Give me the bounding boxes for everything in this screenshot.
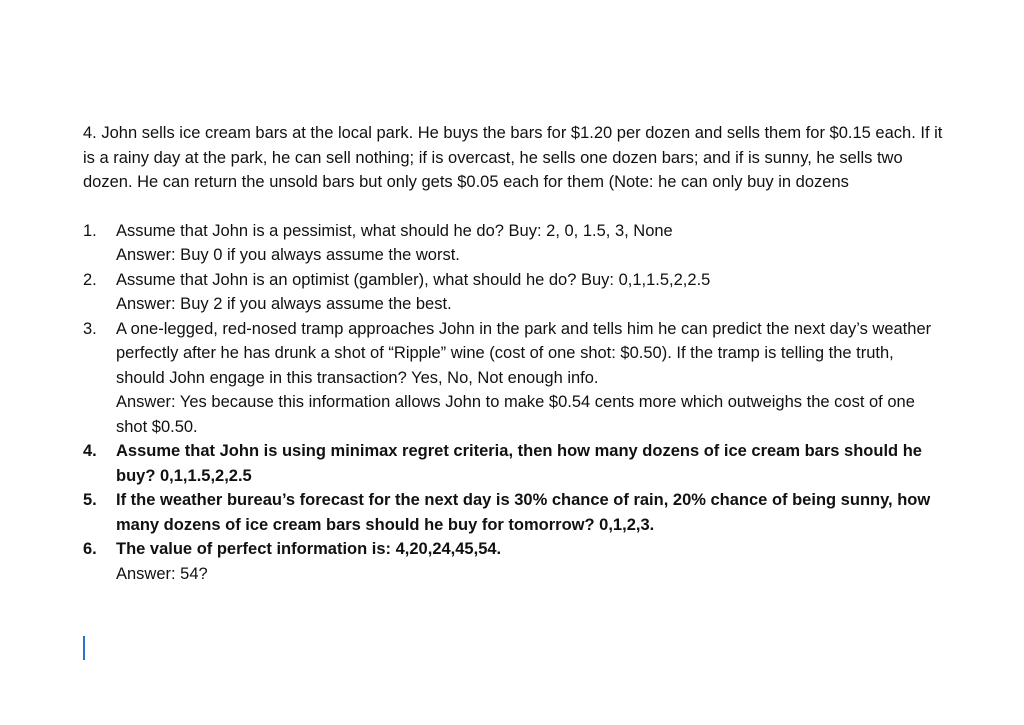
answer-text: Answer: Yes because this information allows John to make $0.54 cents more which outweighs the cost of one shot $0.50. bbox=[116, 393, 915, 436]
question-text: Assume that John is using minimax regret criteria, then how many dozens of ice cream bars should he buy? 0,1,1.5,2,2.5 bbox=[116, 442, 922, 485]
question-3 bbox=[83, 317, 943, 440]
question-5 bbox=[83, 488, 943, 537]
question-number: 5. bbox=[83, 491, 97, 509]
question-1 bbox=[83, 219, 943, 268]
answer-text: Answer: 54? bbox=[116, 564, 208, 583]
question-list bbox=[83, 219, 943, 587]
question-6 bbox=[83, 537, 943, 586]
question-number: 6. bbox=[83, 540, 97, 558]
answer-text: Answer: Buy 0 if you always assume the worst. bbox=[116, 246, 460, 264]
question-number: 4. bbox=[83, 442, 97, 460]
question-text: Assume that John is an optimist (gambler), what should he do? Buy: 0,1,1.5,2,2.5 bbox=[116, 270, 711, 289]
text-cursor[interactable] bbox=[83, 636, 85, 660]
document-body bbox=[83, 121, 943, 586]
question-text: If the weather bureau’s forecast for the next day is 30% chance of rain, 20% chance of being sunny, how many dozens of ice cream bars should he buy for tomorrow? 0,1,2,3. bbox=[116, 491, 931, 534]
question-text: A one-legged, red-nosed tramp approaches John in the park and tells him he can predict the next day’s weather perfectly after he has drunk a shot of “Ripple” wine (cost of one shot: $0.50). If the tramp is telling the truth, should John engage in this transaction? Yes, No, Not enough info. bbox=[116, 319, 932, 387]
question-text: The value of perfect information is: 4,20,24,45,54. bbox=[116, 540, 502, 558]
question-2 bbox=[83, 268, 943, 317]
question-4 bbox=[83, 439, 943, 488]
problem-intro: 4. John sells ice cream bars at the local park. He buys the bars for $1.20 per dozen and sells them for $0.15 each. If it is a rainy day at the park, he can sell nothing; if is overcast, he sells one dozen bars; and if is sunny, he sells two dozen. He can return the unsold bars but only gets $0.05 each for them (Note: he can only buy in dozens bbox=[83, 124, 943, 191]
question-number: 1. bbox=[83, 221, 97, 240]
question-number: 3. bbox=[83, 319, 97, 338]
answer-text: Answer: Buy 2 if you always assume the best. bbox=[116, 295, 452, 313]
question-number: 2. bbox=[83, 270, 97, 289]
question-text: Assume that John is a pessimist, what should he do? Buy: 2, 0, 1.5, 3, None bbox=[116, 221, 673, 240]
